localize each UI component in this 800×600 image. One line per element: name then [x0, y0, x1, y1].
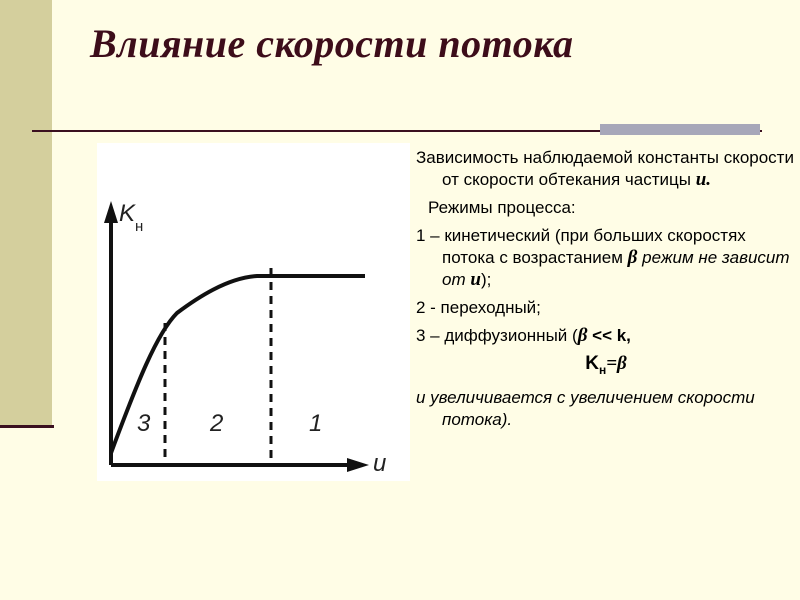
- beta-symbol-2: β: [577, 325, 588, 346]
- paragraph-transitional: 2 - переходный;: [416, 298, 541, 317]
- kinetic-text: 1 – кинетический (при больших скоростях потока с возрастанием: [416, 226, 746, 267]
- formula: [416, 353, 796, 381]
- paragraph-diffusion: [416, 325, 796, 347]
- divider-accent-block: [600, 124, 760, 135]
- region-label-2: 2: [210, 410, 224, 437]
- x-axis-arrow: [347, 458, 369, 472]
- diffusion-relation: << k,: [587, 326, 631, 345]
- velocity-symbol-2: u: [470, 269, 481, 290]
- region-label-1: 1: [309, 410, 323, 437]
- diffusion-text: 3 – диффузионный (: [416, 326, 578, 345]
- left-decor-underline: [0, 425, 54, 428]
- paragraph-modes: Режимы процесса:: [428, 198, 576, 217]
- left-decor-bar: [0, 0, 52, 426]
- beta-symbol: β: [627, 247, 638, 268]
- velocity-symbol: u.: [695, 169, 712, 190]
- y-axis-label-sub: н: [135, 218, 144, 235]
- x-axis-label: u: [373, 450, 387, 477]
- paragraph-increase: и увеличивается с увеличением скорости потока).: [416, 387, 755, 429]
- kinetic-text-italic: режим не зависит от: [442, 248, 790, 289]
- slide-title: Влияние скорости потока: [90, 21, 574, 66]
- y-axis-label: K: [119, 200, 136, 227]
- region-label-3: 3: [137, 410, 151, 437]
- dependence-text: Зависимость наблюдаемой константы скорости от скорости обтекания частицы: [416, 148, 794, 189]
- paragraph-kinetic: [416, 225, 796, 291]
- formula-k: K: [585, 353, 599, 374]
- diagram-svg: [97, 143, 410, 481]
- kinetics-diagram: [97, 143, 410, 481]
- formula-rhs: =β: [606, 353, 627, 374]
- paragraph-dependence: [416, 147, 796, 191]
- y-axis-arrow: [104, 201, 118, 223]
- formula-sub: н: [598, 362, 607, 377]
- description-text: [416, 147, 796, 437]
- kinetic-text-end: );: [480, 270, 492, 289]
